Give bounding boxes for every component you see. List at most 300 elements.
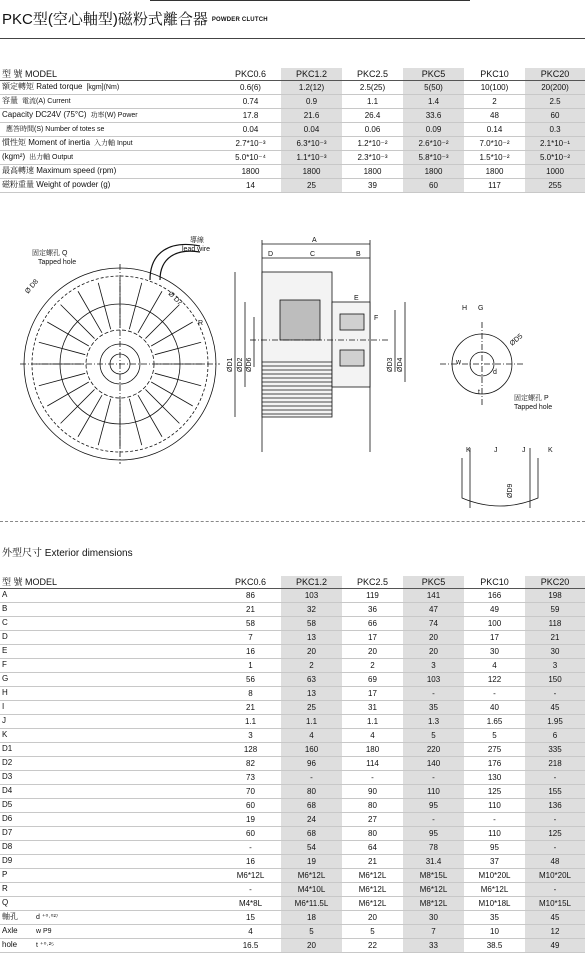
dims-row [0,701,585,715]
dims-value: 110 [464,799,525,813]
dims-value: M10*20L [525,869,585,883]
fin-line [138,291,162,333]
dims-value: 4 [220,925,281,939]
bearing-top [340,314,364,330]
dims-value: M10*20L [464,869,525,883]
dims-row-label [0,855,220,869]
spec-label-main: 容量 [2,96,18,105]
dims-label: D [2,632,8,641]
dim-d5: ØD5 [508,332,525,348]
dims-label: G [2,674,9,683]
fin-line [78,291,102,333]
spec-row-label [0,123,220,137]
model-name: PKC1.2 [281,576,342,589]
dims-value: 80 [281,785,342,799]
dims-value: 150 [525,673,585,687]
dims-value: 20 [403,631,464,645]
model-name: PKC10 [464,68,525,81]
dims-value: - [220,883,281,897]
dims-value: 19 [220,813,281,827]
dims-value: 2 [281,659,342,673]
section-divider [0,521,585,522]
spec-value: 2.7*10⁻³ [220,137,281,151]
dims-value: M10*18L [464,897,525,911]
dims-label: D2 [2,758,13,767]
spec-value: 1.5*10⁻² [464,151,525,165]
dims-label: D6 [2,814,13,823]
dims-label: K [2,730,8,739]
dims-value: 110 [464,827,525,841]
title-text: PKC型(空心軸型)磁粉式離合器 [2,11,208,28]
dims-value: 7 [220,631,281,645]
dims-value: 31.4 [403,855,464,869]
dims-label: D3 [2,772,13,781]
dims-row [0,603,585,617]
dims-label: Axle [2,926,18,935]
dim-d3: ØD3 [387,357,394,372]
dim-d2: ØD2 [237,357,244,372]
dims-value: 5 [403,729,464,743]
dims-value: 275 [464,743,525,757]
dims-value: 73 [220,771,281,785]
dims-value: 96 [281,757,342,771]
spec-value: 2.6*10⁻² [403,137,464,151]
dims-sub-label: w P9 [36,928,52,935]
dims-value: M6*12L [464,883,525,897]
dims-value: 160 [281,743,342,757]
dims-value: 27 [342,813,403,827]
dims-row [0,911,585,925]
dims-row-label [0,631,220,645]
spec-value: 39 [342,179,403,193]
dims-value: M6*12L [342,883,403,897]
spec-value: 1000 [525,165,585,179]
dims-value: 78 [403,841,464,855]
dims-value: - [403,687,464,701]
dims-row [0,729,585,743]
dims-value: 6 [525,729,585,743]
spec-label-main: 磁粉重量 Weight of powder (g) [2,180,111,189]
spec-label-unit: 出力軸 Output [29,154,74,161]
dims-row [0,771,585,785]
dims-value: 1.1 [281,715,342,729]
spec-value: 5.0*10⁻² [525,151,585,165]
dims-value: 17 [342,631,403,645]
dims-value: 33 [403,939,464,953]
dims-row-label [0,771,220,785]
dim-d1: ØD1 [227,357,234,372]
model-name: PKC0.6 [220,576,281,589]
spec-row-label [0,151,220,165]
spec-row [0,95,585,109]
model-name: PKC0.6 [220,68,281,81]
spec-value: 1.1*10⁻³ [281,151,342,165]
spec-value: 5.0*10⁻⁴ [220,151,281,165]
dim-dd: d [493,369,497,376]
dims-label: Q [2,898,9,907]
dims-value: 15 [220,911,281,925]
dims-value: 95 [403,827,464,841]
dims-value: 32 [281,603,342,617]
dims-row-label [0,645,220,659]
fin-line [138,395,162,437]
dims-value: 17 [342,687,403,701]
spec-row [0,179,585,193]
dim-d9: ØD9 [507,483,514,498]
dims-value: 122 [464,673,525,687]
dims-label: D8 [2,842,13,851]
dim-k-right: K [548,447,553,454]
tapped-hole-q-label: 固定螺孔 Q [32,250,68,257]
dims-value: 90 [342,785,403,799]
dims-value: M4*8L [220,897,281,911]
spec-value: 1.4 [403,95,464,109]
bearing-bottom [340,350,364,366]
spec-label-unit: 電流(A) Current [22,98,71,105]
dims-value: 220 [403,743,464,757]
dims-value: 155 [525,785,585,799]
dims-value: 95 [403,799,464,813]
dim-j-left: J [494,447,498,454]
spec-row [0,137,585,151]
dim-j-right: J [522,447,526,454]
dims-value: 4 [342,729,403,743]
dims-value: 45 [525,701,585,715]
spec-value: 14 [220,179,281,193]
dims-value: 68 [281,827,342,841]
dims-row [0,631,585,645]
dims-value: 118 [525,617,585,631]
spec-row [0,109,585,123]
spec-value: 5(50) [403,81,464,95]
dims-value: - [464,813,525,827]
dims-value: 13 [281,687,342,701]
dims-value: 335 [525,743,585,757]
dims-row-label [0,841,220,855]
dims-value: 4 [464,659,525,673]
dims-value: 125 [525,827,585,841]
dims-value: 80 [342,827,403,841]
dims-value: - [464,687,525,701]
fin-line [61,305,95,339]
dims-value: 35 [464,911,525,925]
dims-row-label [0,603,220,617]
title-subtitle: POWDER CLUTCH [211,17,268,24]
dim-h: H [462,305,468,312]
fin-line [47,322,89,346]
fin-line [39,373,85,385]
dims-row [0,897,585,911]
spec-label-unit: 入力軸 Input [94,140,133,147]
dim-c: C [310,251,316,258]
dims-row [0,687,585,701]
dims-label: D4 [2,786,13,795]
dims-value: 5 [464,729,525,743]
spec-value: 2.5 [525,95,585,109]
dims-row [0,939,585,953]
fin-line [39,342,85,354]
dims-label: D5 [2,800,13,809]
dim-d4: ØD4 [397,357,404,372]
model-name: PKC2.5 [342,68,403,81]
spec-label-unit: [kgm](Nm) [86,84,120,91]
dims-value: 48 [525,855,585,869]
dims-row-label [0,715,220,729]
spec-row-label [0,137,220,151]
dims-value: 30 [403,911,464,925]
dims-value: 21 [342,855,403,869]
dims-value: M6*12L [281,869,342,883]
dims-value: 54 [281,841,342,855]
dims-label: C [2,618,8,627]
dims-value: 16 [220,645,281,659]
dims-value: M6*12L [342,897,403,911]
dims-row [0,743,585,757]
dims-value: - [403,813,464,827]
dims-value: 69 [342,673,403,687]
dims-value: 103 [281,589,342,603]
fin-line [151,322,193,346]
dims-row-label [0,673,220,687]
spec-row-label [0,179,220,193]
spec-row [0,165,585,179]
dim-a: A [312,237,317,244]
dims-value: 2 [342,659,403,673]
dims-value: 20 [281,939,342,953]
dims-row [0,925,585,939]
dims-row [0,841,585,855]
dims-value: 12 [525,925,585,939]
dims-value: 136 [525,799,585,813]
dims-label: A [2,590,8,599]
spec-label-main: (kgm²) [2,152,26,161]
tapped-hole-p-label: 固定螺孔 P [514,395,549,402]
dims-row-label [0,897,220,911]
spec-value: 7.0*10⁻² [464,137,525,151]
dim-t: t [478,389,480,396]
dims-value: 16 [220,855,281,869]
fin-line [78,395,102,437]
dims-value: 180 [342,743,403,757]
dims-value: 21 [525,631,585,645]
dims-row [0,757,585,771]
dims-row [0,855,585,869]
tapped-hole-p-en: Tapped hole [514,404,553,411]
spec-table [0,68,585,193]
dims-value: 19 [281,855,342,869]
dims-value: 20 [342,911,403,925]
dims-value: 20 [342,645,403,659]
dims-value: 58 [281,617,342,631]
dims-value: 140 [403,757,464,771]
dims-row [0,617,585,631]
page-title [2,8,268,29]
model-name: PKC20 [525,576,585,589]
dims-value: 21 [220,603,281,617]
dims-value: 141 [403,589,464,603]
dims-value: M6*12L [403,883,464,897]
dims-value: - [525,841,585,855]
dims-value: M4*10L [281,883,342,897]
spec-value: 0.04 [220,123,281,137]
dim-b: B [356,251,361,258]
shaft-end-view [440,322,538,508]
technical-drawing [0,222,585,522]
dims-value: 1 [220,659,281,673]
dims-value: 68 [281,799,342,813]
fin-line [145,389,179,423]
spec-value: 25 [281,179,342,193]
dims-label: D9 [2,856,13,865]
spec-value: 1800 [220,165,281,179]
dims-value: 22 [342,939,403,953]
dims-value: M6*12L [220,869,281,883]
dims-value: 37 [464,855,525,869]
spec-value: 21.6 [281,109,342,123]
dims-value: M6*12L [342,869,403,883]
model-name: PKC5 [403,576,464,589]
spec-value: 6.3*10⁻³ [281,137,342,151]
dims-label: J [2,716,6,725]
dims-value: 18 [281,911,342,925]
dims-label: I [2,702,5,711]
fin-line [98,399,110,445]
spec-value: 1800 [342,165,403,179]
dims-row [0,659,585,673]
dims-label: D1 [2,744,13,753]
dim-w: w [456,359,462,366]
fin-line [155,373,201,385]
dims-label: 軸孔 [2,912,18,921]
dims-value: 1.1 [342,715,403,729]
dims-value: 38.5 [464,939,525,953]
dims-value: 30 [464,645,525,659]
spec-value: 1800 [464,165,525,179]
dims-value: 20 [281,645,342,659]
dims-value: 130 [464,771,525,785]
dims-row-label [0,757,220,771]
dims-value: - [342,771,403,785]
dims-row-label [0,911,220,925]
dims-value: 5 [342,925,403,939]
spec-label-main: 額定轉矩 Rated torque [2,82,83,91]
dims-label: P [2,870,8,879]
dims-row [0,673,585,687]
spec-value: 0.06 [342,123,403,137]
spec-value: 60 [403,179,464,193]
dims-value: 35 [403,701,464,715]
spec-label-main: Capacity DC24V (75°C) [2,110,87,119]
dims-value: 31 [342,701,403,715]
dims-value: 3 [525,659,585,673]
dims-row [0,645,585,659]
spec-value: 1800 [281,165,342,179]
dims-row [0,799,585,813]
dims-row-label [0,939,220,953]
dims-value: 3 [403,659,464,673]
d7-label: Ø D7 [166,290,184,307]
dims-row-label [0,617,220,631]
spec-value: 17.8 [220,109,281,123]
dims-value: 63 [281,673,342,687]
side-section-view [235,240,405,452]
spec-value: 0.09 [403,123,464,137]
dims-value: - [525,687,585,701]
spec-header-row [0,68,585,81]
dims-value: 166 [464,589,525,603]
dims-value: 40 [464,701,525,715]
spec-row-label [0,81,220,95]
dims-value: 119 [342,589,403,603]
dims-row-label [0,729,220,743]
dimensions-table [0,576,585,953]
spec-row-label [0,95,220,109]
spec-value: 0.3 [525,123,585,137]
spec-value: 10(100) [464,81,525,95]
dims-value: 36 [342,603,403,617]
dims-value: 1.65 [464,715,525,729]
spec-value: 0.04 [281,123,342,137]
model-label: 型 號 MODEL [0,68,220,81]
dims-value: 198 [525,589,585,603]
dims-value: 66 [342,617,403,631]
spec-label-main: 最高轉速 Maximum speed (rpm) [2,166,117,175]
dims-value: 21 [220,701,281,715]
dims-row-label [0,687,220,701]
spec-value: 2.1*10⁻¹ [525,137,585,151]
spec-value: 60 [525,109,585,123]
spec-value: 0.74 [220,95,281,109]
dims-value: - [403,771,464,785]
dim-e: E [354,295,359,302]
dims-value: - [525,813,585,827]
dims-value: 3 [220,729,281,743]
dims-value: 24 [281,813,342,827]
front-view [20,244,220,464]
dims-value: M8*15L [403,869,464,883]
dims-row-label [0,925,220,939]
dims-label: E [2,646,8,655]
dims-row-label [0,813,220,827]
dims-label: H [2,688,8,697]
dims-value: 70 [220,785,281,799]
dims-row [0,827,585,841]
dims-row-label [0,743,220,757]
dim-d: D [268,251,274,258]
spec-value: 1.2(12) [281,81,342,95]
dims-value: 60 [220,799,281,813]
dims-value: 13 [281,631,342,645]
title-rule [0,38,585,39]
dims-value: 218 [525,757,585,771]
tapped-hole-q-en: Tapped hole [38,259,77,266]
dims-value: 1.1 [220,715,281,729]
dims-row-label [0,589,220,603]
dims-value: 25 [281,701,342,715]
d8-label: Ø D8 [24,278,41,296]
fin-line [47,382,89,406]
fin-line [129,399,141,445]
rotor-body [262,272,332,417]
dims-value: 49 [464,603,525,617]
dims-row [0,883,585,897]
dims-value: - [525,771,585,785]
dims-label: D7 [2,828,13,837]
spec-value: 0.6(6) [220,81,281,95]
dims-label: hole [2,940,18,949]
dims-row-label [0,883,220,897]
fin-line [151,382,193,406]
